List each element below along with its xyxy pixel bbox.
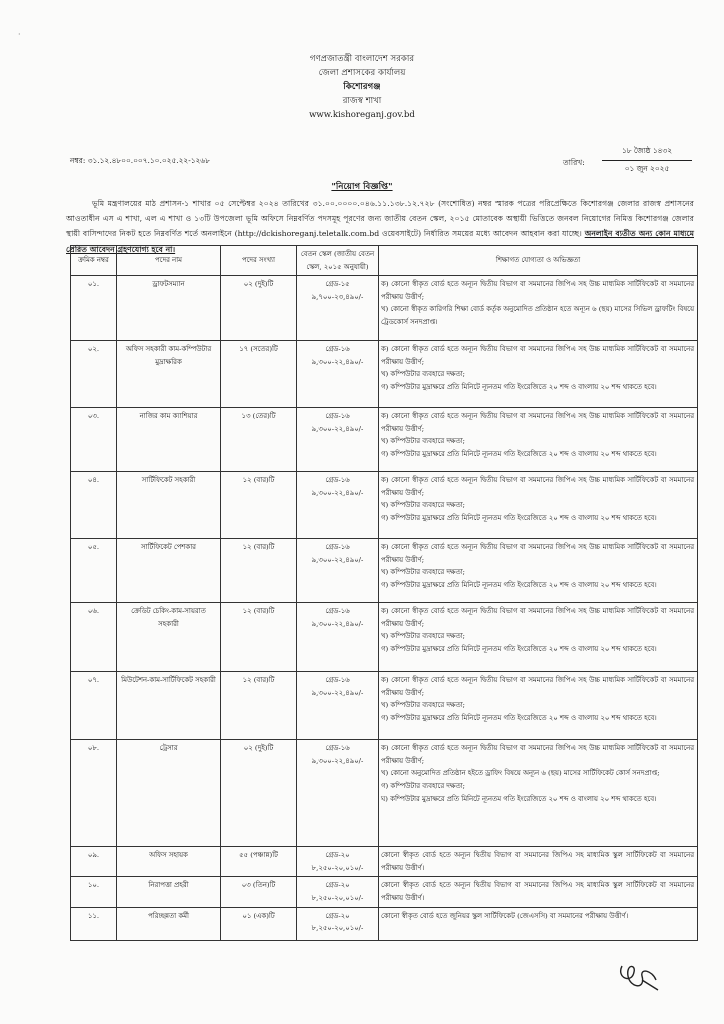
post-count-cell: ১২ (বার)টি	[221, 672, 297, 740]
pay-grade: গ্রেড-১৬	[325, 744, 350, 753]
table-row	[71, 877, 698, 907]
scan-mark: ·	[18, 30, 21, 39]
pay-grade: গ্রেড-১৬	[325, 607, 350, 616]
pay-range: ৯,৩০০-২২,৪৯০/-	[311, 555, 364, 564]
post-count-cell: ১২ (বার)টি	[221, 472, 297, 539]
qualification-item: গ) কম্পিউটার মুদ্রাক্ষরে প্রতি মিনিটে ন্যূনতম গতি ইংরেজিতে ২০ শব্দ ও বাংলায় ২০ শব্দ থাকতে হবে।	[381, 713, 657, 722]
qualification-item: গ) কম্পিউটার মুদ্রাক্ষরে প্রতি মিনিটে ন্যূনতম গতি ইংরেজিতে ২০ শব্দ ও বাংলায় ২০ শব্দ থাকতে হবে।	[381, 513, 657, 522]
table-row	[71, 740, 698, 847]
post-name-cell: সার্টিফিকেট পেশকার	[117, 539, 221, 603]
table-row	[71, 603, 698, 672]
date-label: তারিখ:	[563, 158, 585, 167]
post-name-cell: নাজির কাম ক্যাশিয়ার	[117, 408, 221, 472]
header-qualification: শিক্ষাগত যোগ্যতা ও অভিজ্ঞতা	[379, 246, 698, 276]
pay-scale-cell	[297, 672, 379, 740]
serial-cell: ০৮.	[71, 740, 117, 847]
serial-cell: ০৯.	[71, 847, 117, 877]
pay-scale-cell	[297, 539, 379, 603]
serial-cell: ০৪.	[71, 472, 117, 539]
post-name-cell: মিউটেশন-কাম-সার্টিফিকেট সহকারী	[117, 672, 221, 740]
pay-range: ৯,৩০০-২২,৪৯০/-	[311, 619, 364, 628]
qualification-cell	[379, 276, 698, 341]
post-name-cell: নিরাপত্তা প্রহরী	[117, 877, 221, 907]
pay-range: ৮,২৫০-২০,০১০/-	[311, 924, 364, 933]
post-name-cell: পরিচ্ছন্নতা কর্মী	[117, 907, 221, 940]
table-row	[71, 847, 698, 877]
qualification-cell	[379, 847, 698, 877]
qualification-item: ক) কোনো স্বীকৃত বোর্ড হতে অন্যূন দ্বিতীয় বিভাগ বা সমমানের জিপিএ সহ উচ্চ মাধ্যমিক সার্টিফিকেট বা সমমানের পরীক্ষায় উত্তীর্ণ;	[381, 476, 694, 497]
qualification-item: গ) কম্পিউটার মুদ্রাক্ষরে প্রতি মিনিটে ন্যূনতম গতি ইংরেজিতে ২০ শব্দ ও বাংলায় ২০ শব্দ থাকতে হবে।	[381, 580, 657, 589]
qualification-item: খ) কম্পিউটার ব্যবহারে দক্ষতা;	[381, 701, 466, 710]
pay-range: ৯,৩০০-২২,৪৯০/-	[311, 424, 364, 433]
qualification-cell	[379, 877, 698, 907]
serial-cell: ০৫.	[71, 539, 117, 603]
qualification-item: খ) কম্পিউটার ব্যবহারে দক্ষতা;	[381, 501, 466, 510]
qualification-item: খ) কম্পিউটার ব্যবহারে দক্ষতা;	[381, 568, 466, 577]
qualification-item: গ) কম্পিউটার ব্যবহারে দক্ষতা;	[381, 781, 465, 790]
qualification-item: ক) কোনো স্বীকৃত বোর্ড হতে অন্যূন দ্বিতীয় বিভাগ বা সমমানের জিপিএ সহ উচ্চ মাধ্যমিক সার্টিফিকেট বা সমমানের পরীক্ষায় উত্তীর্ণ;	[381, 607, 694, 628]
qualification-item: কোনো স্বীকৃত বোর্ড হতে জুনিয়র স্কুল সার্টিফিকেট (জেএসসি) বা সমমানের পরীক্ষায় উত্তীর্ণ।	[381, 911, 629, 920]
serial-cell: ০৬.	[71, 603, 117, 672]
header-count: পদের সংখ্যা	[221, 246, 297, 276]
table-header-row	[71, 246, 698, 276]
district-name: কিশোরগঞ্জ	[343, 82, 381, 92]
pay-scale-cell	[297, 472, 379, 539]
pay-range: ৯,৩০০-২২,৪৯০/-	[311, 488, 364, 497]
qualification-item: ক) কোনো স্বীকৃত বোর্ড হতে অন্যূন দ্বিতীয় বিভাগ বা সমমানের জিপিএ সহ উচ্চ মাধ্যমিক সার্টিফিকেট বা সমমানের পরীক্ষায় উত্তীর্ণ;	[381, 280, 694, 301]
post-name-cell: অফিস সহকারী কাম-কম্পিউটার মুদ্রাক্ষরিক	[117, 341, 221, 408]
qualification-cell	[379, 603, 698, 672]
pay-scale-cell	[297, 276, 379, 341]
pay-grade: গ্রেড-১৬	[325, 476, 350, 485]
date-bangla: ১৮ জ্যৈষ্ঠ ১৪৩২	[602, 146, 692, 161]
qualification-item: খ) কম্পিউটার ব্যবহারে দক্ষতা;	[381, 632, 466, 641]
post-count-cell: ০২ (দুই)টি	[221, 276, 297, 341]
post-count-cell: ০১ (এক)টি	[221, 907, 297, 940]
qualification-item: গ) কম্পিউটার মুদ্রাক্ষরে প্রতি মিনিটে ন্যূনতম গতি ইংরেজিতে ২০ শব্দ ও বাংলায় ২০ শব্দ থাকতে হবে।	[381, 382, 657, 391]
qualification-item: খ) কম্পিউটার ব্যবহারে দক্ষতা;	[381, 437, 466, 446]
pay-grade: গ্রেড-১৫	[325, 280, 350, 289]
qualification-item: গ) কম্পিউটার মুদ্রাক্ষরে প্রতি মিনিটে ন্যূনতম গতি ইংরেজিতে ২০ শব্দ ও বাংলায় ২০ শব্দ থাকতে হবে।	[381, 644, 657, 653]
pay-scale-cell	[297, 341, 379, 408]
pay-grade: গ্রেড-২০	[325, 911, 350, 920]
qualification-item: ক) কোনো স্বীকৃত বোর্ড হতে অন্যূন দ্বিতীয় বিভাগ বা সমমানের জিপিএ সহ উচ্চ মাধ্যমিক সার্টিফিকেট বা সমমানের পরীক্ষায় উত্তীর্ণ;	[381, 345, 694, 366]
post-count-cell: ৫৫ (পঞ্চান্ন)টি	[221, 847, 297, 877]
website-text: www.kishoreganj.gov.bd	[309, 110, 415, 120]
date-english: ০১ জুন ২০২৫	[624, 164, 670, 173]
signature-mark	[612, 958, 672, 998]
pay-grade: গ্রেড-১৬	[325, 345, 350, 354]
vacancy-table	[70, 245, 698, 941]
pay-grade: গ্রেড-২০	[325, 881, 350, 890]
qualification-cell	[379, 472, 698, 539]
qualification-cell	[379, 907, 698, 940]
government-name: গণপ্রজাতন্ত্রী বাংলাদেশ সরকার	[309, 54, 415, 64]
qualification-cell	[379, 672, 698, 740]
memo-number: নম্বর: ৩১.১২.৪৮০০.০০৭.১০.০২৫.২২-১২৬৮	[70, 156, 210, 165]
pay-range: ৮,২৫০-২০,০১০/-	[311, 863, 364, 872]
pay-scale-cell	[297, 847, 379, 877]
qualification-item: ক) কোনো স্বীকৃত বোর্ড হতে অন্যূন দ্বিতীয় বিভাগ বা সমমানের জিপিএ সহ উচ্চ মাধ্যমিক সার্টিফিকেট বা সমমানের পরীক্ষায় উত্তীর্ণ;	[381, 676, 694, 697]
notice-body-text: ভূমি মন্ত্রণালয়ের মাঠ প্রশাসন-১ শাখার ০৫ সেপ্টেম্বর ২০২৪ তারিখের ৩১.০০.০০০০.০৪৬.১১.১৩৮.১২.৭২৮ (সংশোধিত) নম্বর স্মারক পত্রের পরিপ্রেক্ষিতে কিশোরগঞ্জ জেলার রাজস্ব প্রশাসনের আওতাধীন এস এ শাখা, এল এ শাখা ও ১৩টি উপজেলা ভূমি অফিসে নিম্নবর্ণিত পদসমূহ পূরণের জন্য জাতীয় বেতন স্কেল, ২০১৫ মোতাবেক অস্থায়ী ভিত্তিতে জনবল নিয়োগের নিমিত্ত কিশোরগঞ্জ জেলার স্থায়ী বাসিন্দাদের নিকট হতে নিম্নবর্ণিত শর্তে অনলাইনে (http://dckishoreganj.teletalk.com.bd ওয়েবসাইটে) নির্ধারিত সময়ের মধ্যে আবেদন আহবান করা যাচ্ছে।	[66, 199, 694, 239]
post-count-cell: ০২ (দুই)টি	[221, 740, 297, 847]
notice-title: "নিয়োগ বিজ্ঞপ্তি"	[331, 182, 393, 192]
qualification-cell	[379, 341, 698, 408]
pay-range: ৯,৭০০-২৩,৪৯০/-	[311, 292, 364, 301]
post-count-cell: ১২ (বার)টি	[221, 539, 297, 603]
table-row	[71, 672, 698, 740]
pay-scale-cell	[297, 408, 379, 472]
serial-cell: ০৩.	[71, 408, 117, 472]
post-count-cell: ১৭ (সতের)টি	[221, 341, 297, 408]
serial-cell: ০৭.	[71, 672, 117, 740]
post-name-cell: ড্রাফটসম্যান	[117, 276, 221, 341]
qualification-item: খ) কম্পিউটার ব্যবহারে দক্ষতা;	[381, 370, 466, 379]
pay-scale-cell	[297, 740, 379, 847]
post-name-cell: ক্রেডিট চেকিং-কাম-সায়রাত সহকারী	[117, 603, 221, 672]
header-serial: ক্রমিক নম্বর	[71, 246, 117, 276]
pay-scale-cell	[297, 603, 379, 672]
pay-range: ৯,৩০০-২২,৪৯০/-	[311, 756, 364, 765]
date-block	[602, 146, 692, 176]
pay-range: ৯,৩০০-২২,৪৯০/-	[311, 688, 364, 697]
qualification-item: ক) কোনো স্বীকৃত বোর্ড হতে অন্যূন দ্বিতীয় বিভাগ বা সমমানের জিপিএ সহ উচ্চ মাধ্যমিক সার্টিফিকেট বা সমমানের পরীক্ষায় উত্তীর্ণ;	[381, 744, 694, 765]
serial-cell: ০২.	[71, 341, 117, 408]
qualification-item: ঘ) কম্পিউটার মুদ্রাক্ষরে প্রতি মিনিটে ন্যূনতম গতি ইংরেজিতে ২০ শব্দ ও বাংলায় ২০ শব্দ থাকতে হবে।	[381, 794, 657, 803]
pay-range: ৯,৩০০-২২,৪৯০/-	[311, 357, 364, 366]
qualification-item: গ) কম্পিউটার মুদ্রাক্ষরে প্রতি মিনিটে ন্যূনতম গতি ইংরেজিতে ২০ শব্দ ও বাংলায় ২০ শব্দ থাকতে হবে।	[381, 449, 657, 458]
table-row	[71, 341, 698, 408]
post-count-cell: ০৩ (তিন)টি	[221, 877, 297, 907]
qualification-cell	[379, 740, 698, 847]
pay-range: ৮,২৫০-২০,০১০/-	[311, 893, 364, 902]
table-row	[71, 539, 698, 603]
pay-scale-cell	[297, 877, 379, 907]
table-row	[71, 276, 698, 341]
table-row	[71, 408, 698, 472]
serial-cell: ১০.	[71, 877, 117, 907]
post-count-cell: ১৩ (তের)টি	[221, 408, 297, 472]
post-name-cell: ট্রেসার	[117, 740, 221, 847]
pay-grade: গ্রেড-১৬	[325, 412, 350, 421]
qualification-cell	[379, 539, 698, 603]
qualification-item: ক) কোনো স্বীকৃত বোর্ড হতে অন্যূন দ্বিতীয় বিভাগ বা সমমানের জিপিএ সহ উচ্চ মাধ্যমিক সার্টিফিকেট বা সমমানের পরীক্ষায় উত্তীর্ণ;	[381, 412, 694, 433]
qualification-item: ক) কোনো স্বীকৃত বোর্ড হতে অন্যূন দ্বিতীয় বিভাগ বা সমমানের জিপিএ সহ উচ্চ মাধ্যমিক সার্টিফিকেট বা সমমানের পরীক্ষায় উত্তীর্ণ;	[381, 543, 694, 564]
header-post: পদের নাম	[117, 246, 221, 276]
office-name: জেলা প্রশাসকের কার্যালয়	[318, 68, 406, 78]
table-row	[71, 472, 698, 539]
section-name: রাজস্ব শাখা	[342, 96, 382, 106]
qualification-item: খ) কোনো স্বীকৃত কারিগরি শিক্ষা বোর্ড কর্তৃক অনুমোদিত প্রতিষ্ঠান হতে অন্যূন ৬ (ছয়) মাসের সিভিল ড্রাফটিং বিষয়ে ট্রেডকোর্স সনদপ্রাপ্ত।	[381, 305, 694, 326]
pay-scale-cell	[297, 907, 379, 940]
post-count-cell: ১২ (বার)টি	[221, 603, 297, 672]
qualification-item: খ) কোনো অনুমোদিত প্রতিষ্ঠান হইতে ড্রাফিং বিষয়ে অন্যূন ৬ (ছয়) মাসের সার্টিফিকেট কোর্স সনদপ্রাপ্ত;	[381, 769, 660, 778]
table-row	[71, 907, 698, 940]
header-scale: বেতন স্কেল (জাতীয় বেতন স্কেল, ২০১৫ অনুযায়ী)	[297, 246, 379, 276]
serial-cell: ০১.	[71, 276, 117, 341]
post-name-cell: অফিস সহায়ক	[117, 847, 221, 877]
pay-grade: গ্রেড-১৬	[325, 676, 350, 685]
pay-grade: গ্রেড-১৬	[325, 543, 350, 552]
qualification-cell	[379, 408, 698, 472]
notice-emphasis: অনলাইন ব্যতীত অন্য কোন মাধ্যমে প্রেরিত আবেদন গ্রহণযোগ্য হবে না।	[66, 229, 694, 254]
qualification-item: কোনো স্বীকৃত বোর্ড হতে অন্যূন দ্বিতীয় বিভাগ বা সমমানের জিপিএ সহ মাধ্যমিক স্কুল সার্টিফিকেট বা সমমানের পরীক্ষায় উত্তীর্ণ।	[381, 881, 694, 902]
serial-cell: ১১.	[71, 907, 117, 940]
post-name-cell: সার্টিফিকেট সহকারী	[117, 472, 221, 539]
pay-grade: গ্রেড-২০	[325, 851, 350, 860]
qualification-item: কোনো স্বীকৃত বোর্ড হতে অন্যূন দ্বিতীয় বিভাগ বা সমমানের জিপিএ সহ মাধ্যমিক স্কুল সার্টিফিকেট বা সমমানের পরীক্ষায় উত্তীর্ণ।	[381, 851, 694, 872]
